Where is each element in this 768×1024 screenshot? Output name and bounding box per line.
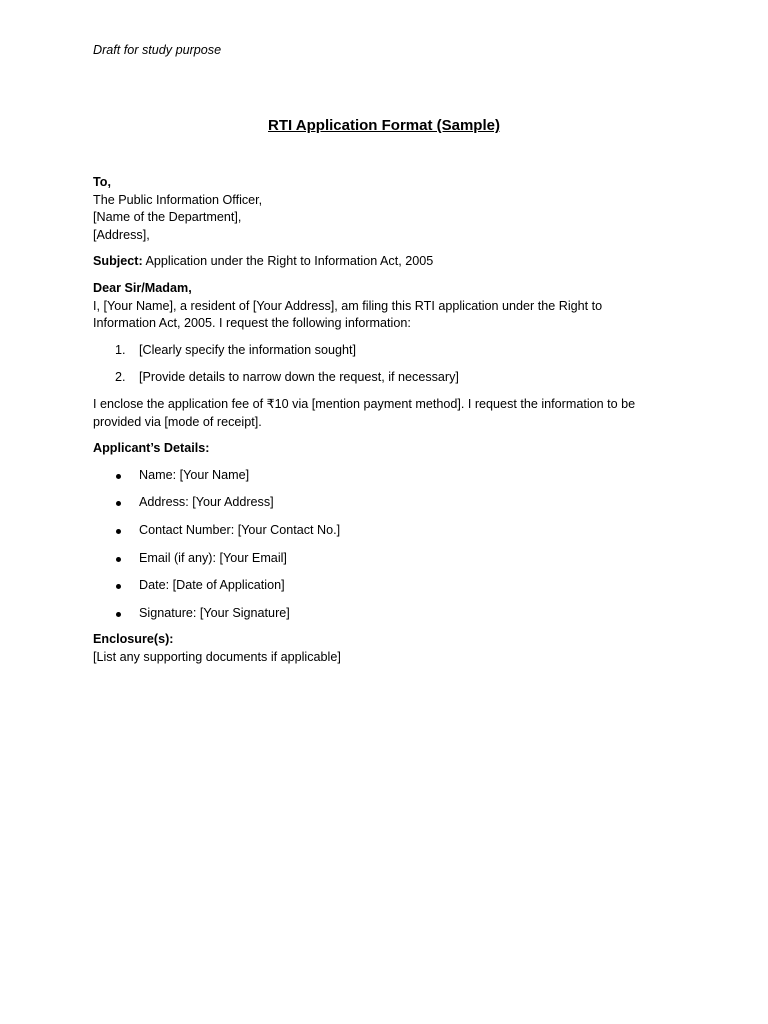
list-number: 1. [115,342,126,357]
intro-line-2: Information Act, 2005. I request the following information: [93,316,411,331]
recipient-to: To, [93,175,111,189]
list-item-text: Name: [Your Name] [139,467,250,482]
fee-line-1: I enclose the application fee of ₹10 via [mention payment method]. I request the information to be [93,396,636,411]
list-item-text: [Provide details to narrow down the request, if necessary] [139,370,459,385]
list-item-text: Email (if any): [Your Email] [139,550,287,565]
list-item [93,522,683,540]
bullet-icon [116,584,121,589]
list-item [93,550,683,568]
recipient-line-1: The Public Information Officer, [93,192,263,207]
bullet-icon [116,612,121,617]
list-item-text: Signature: [Your Signature] [139,605,290,620]
subject-line [93,253,683,271]
list-item-text: [Clearly specify the information sought] [139,342,356,357]
list-item [93,369,683,387]
bullet-icon [116,474,121,479]
enclosure-heading: Enclosure(s): [93,632,174,647]
list-item-text: Contact Number: [Your Contact No.] [139,522,341,537]
document-body [93,174,683,666]
applicant-details-heading: Applicant’s Details: [93,441,210,456]
intro-line-1: I, [Your Name], a resident of [Your Address], am filing this RTI application under the Right to [93,298,603,313]
recipient-line-2: [Name of the Department], [93,210,242,225]
list-item [93,494,683,512]
bullet-icon [116,501,121,506]
recipient-block [93,174,683,244]
subject-text: Application under the Right to Information Act, 2005 [142,254,434,269]
bullet-icon [116,529,121,534]
fee-line-2: provided via [mode of receipt]. [93,414,262,429]
applicant-details-list [93,467,683,623]
salutation: Dear Sir/Madam, [93,280,192,295]
list-item-text: Date: [Date of Application] [139,578,285,593]
document-title-text: RTI Application Format (Sample) [268,117,500,134]
bullet-icon [116,557,121,562]
list-item [93,605,683,623]
subject-label: Subject: [93,254,143,269]
draft-note: Draft for study purpose [93,43,222,57]
requested-info-list [93,342,683,387]
recipient-line-3: [Address], [93,227,150,242]
list-item-text: Address: [Your Address] [139,495,274,510]
document-title [0,116,768,135]
list-item [93,342,683,360]
list-number: 2. [115,370,126,385]
list-item [93,577,683,595]
list-item [93,467,683,485]
enclosure-text: [List any supporting documents if applicable] [93,649,341,664]
